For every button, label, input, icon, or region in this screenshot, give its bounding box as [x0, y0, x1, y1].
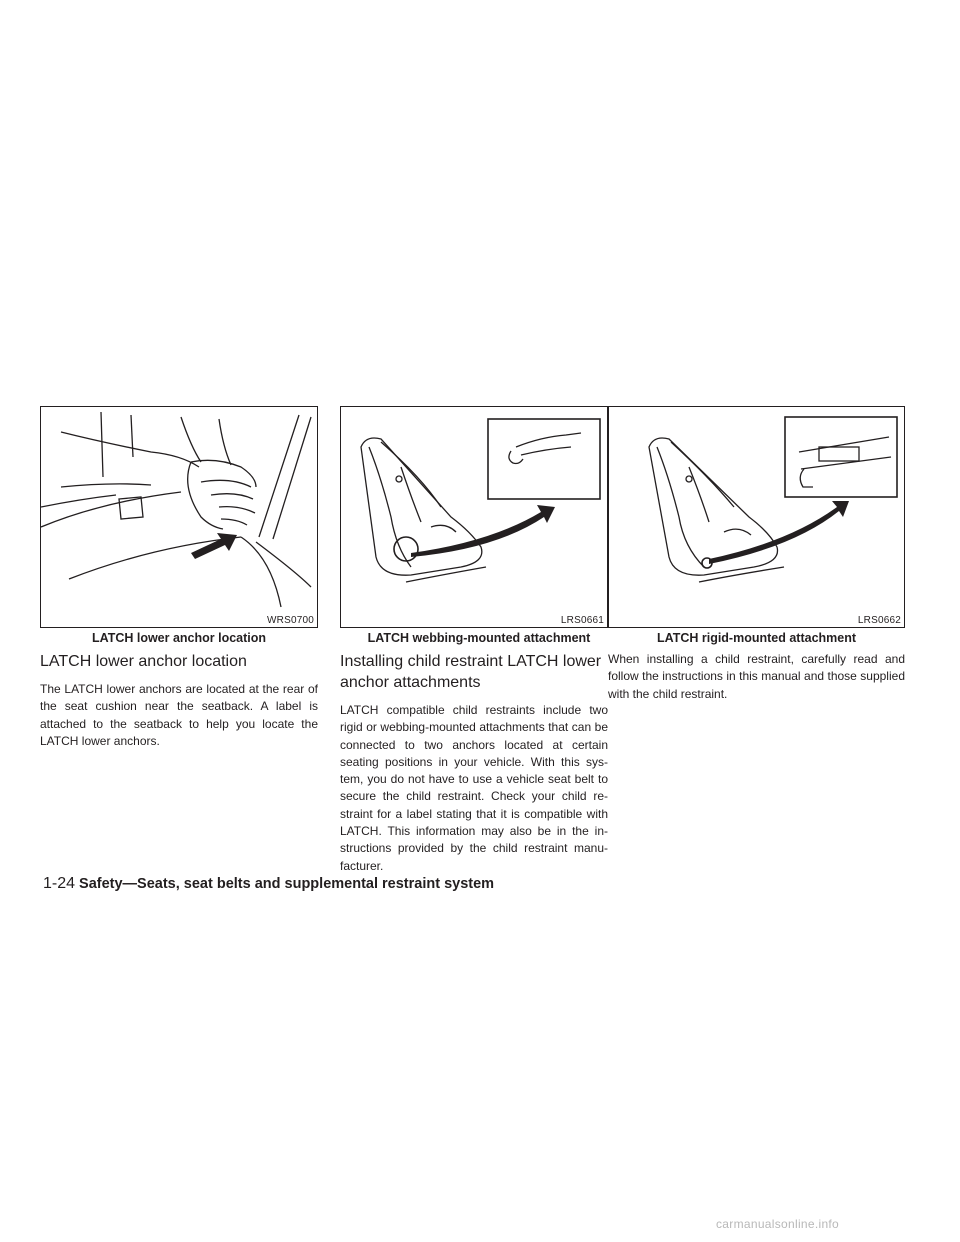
column-1 [40, 406, 318, 750]
figure-webbing-attachment [340, 406, 608, 628]
column-2 [340, 406, 618, 875]
watermark: carmanualsonline.info [716, 1217, 840, 1231]
figure-caption: LATCH rigid-mounted attachment [656, 631, 857, 645]
section-heading: Installing child restraint LATCH lower anchor attachments [340, 653, 602, 691]
chapter-title: Safety—Seats, seat belts and supplemental restraint system [79, 876, 495, 892]
illustration-child-seat-webbing [341, 407, 607, 627]
section-heading: LATCH lower anchor location [40, 653, 247, 670]
illustration-child-seat-rigid [609, 407, 904, 627]
figure-caption: LATCH webbing-mounted attachment [367, 631, 591, 645]
page-footer [43, 875, 494, 893]
figure-lower-anchor-location [40, 406, 318, 628]
figure-code: LRS0662 [857, 615, 901, 626]
column-3 [608, 406, 905, 703]
figure-code: WRS0700 [267, 615, 314, 626]
section-body: When installing a child restraint, carefully read and follow the instructions in this manual and those supplied with the child restraint. [608, 652, 905, 701]
section-body: LATCH compatible child restraints include two rigid or webbing-mounted attachments that can be connected to two anchors located at certain seating positions in your vehicle. With this sys-tem, you do not have to use a vehicle seat belt to secure the child restraint. Check your child re-straint for a label stating that it is compatible with LATCH. This information may also be in the in-structions provided by the child restraint manu-facturer. [340, 703, 608, 873]
illustration-hand-at-anchor [41, 407, 317, 627]
section-body: The LATCH lower anchors are located at the rear of the seat cushion near the seatback. A label is attached to the seatback to help you locate the LATCH lower anchors. [40, 682, 318, 748]
figure-caption: LATCH lower anchor location [91, 631, 267, 645]
figure-rigid-attachment [608, 406, 905, 628]
page-number: 1-24 [43, 875, 76, 892]
figure-code: LRS0661 [560, 615, 604, 626]
